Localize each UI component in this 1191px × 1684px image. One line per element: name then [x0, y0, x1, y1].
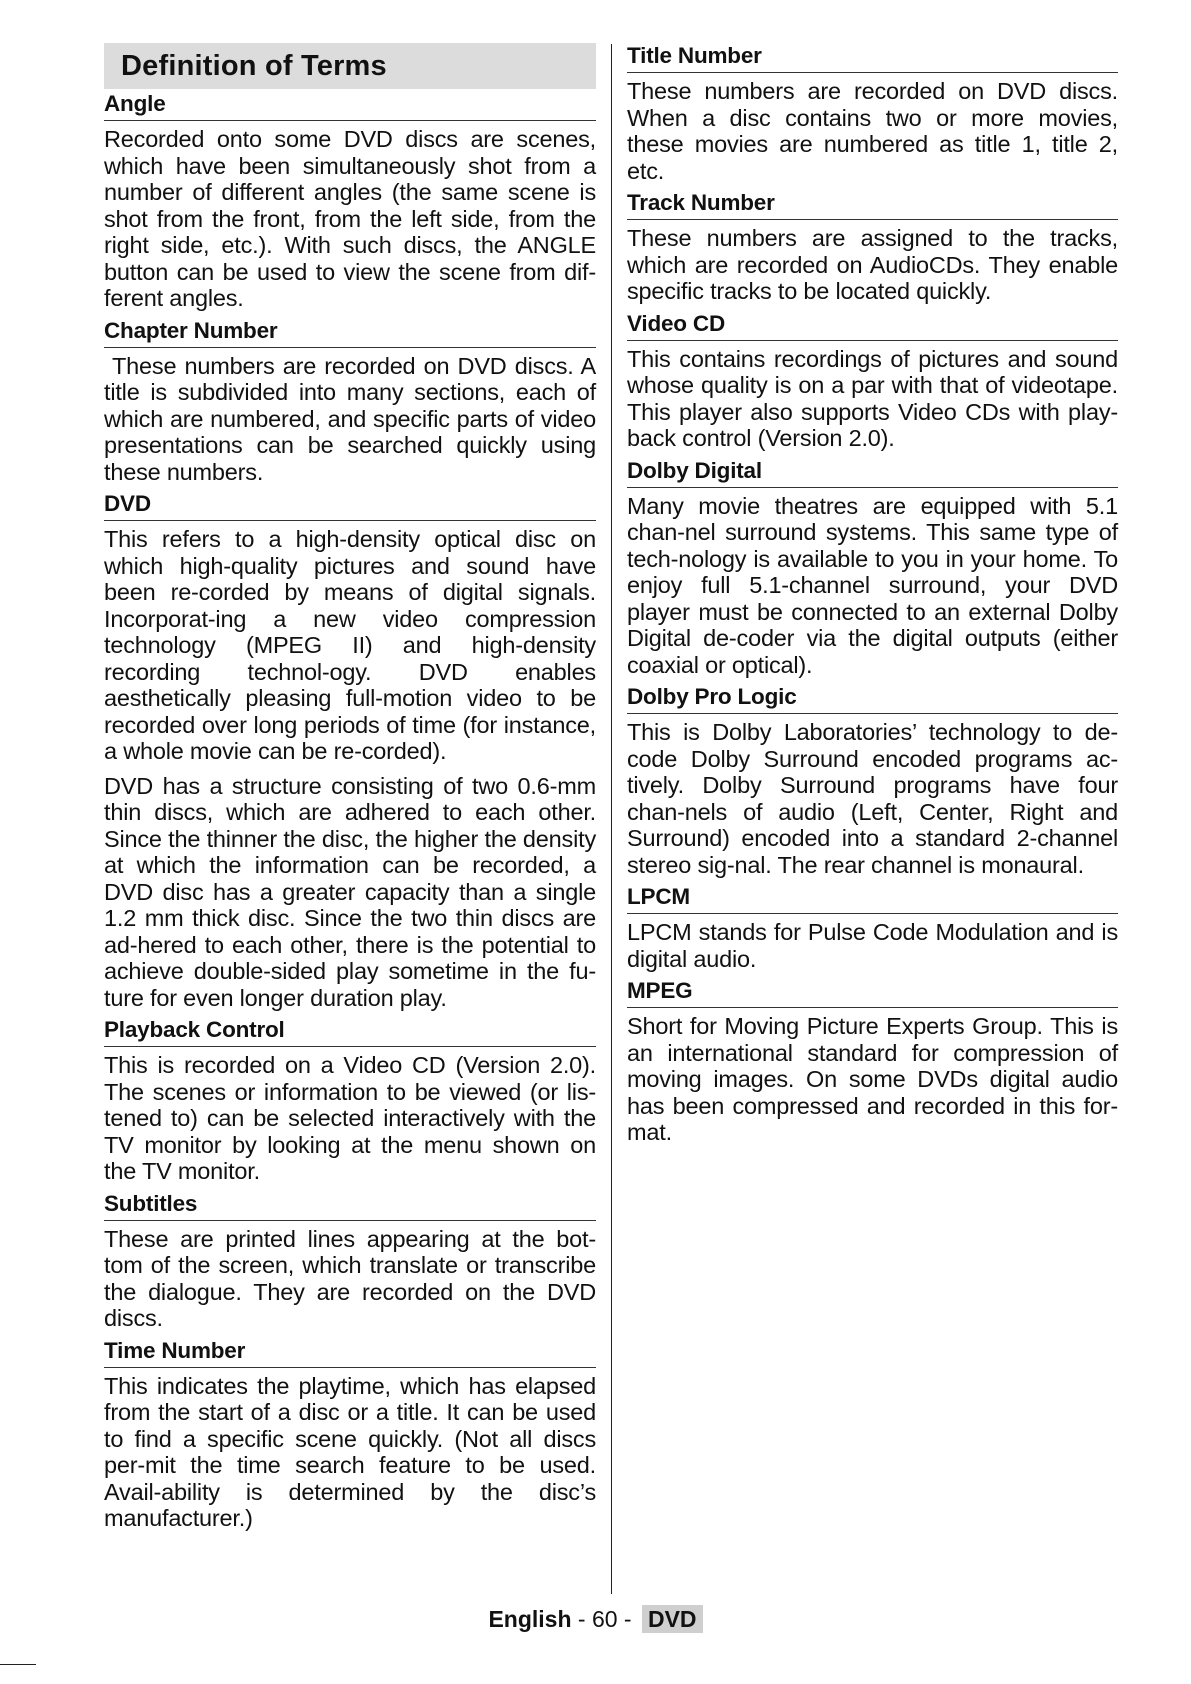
term-lpcm — [627, 882, 1118, 976]
term-video-cd — [627, 309, 1118, 456]
term-playback-control — [104, 1015, 596, 1189]
term-paragraph: Short for Moving Picture Experts Group. This is an international standard for compression of moving images. On some DVDs digital audio has been compressed and recorded in this for-mat. — [627, 1013, 1118, 1145]
crop-mark — [0, 1664, 36, 1665]
term-heading: DVD — [104, 489, 596, 521]
term-paragraph: These numbers are assigned to the tracks, which are recorded on AudioCDs. They enable specific tracks to be located quickly. — [627, 225, 1118, 304]
term-paragraph: This is recorded on a Video CD (Version 2.0). The scenes or information to be viewed (or lis-tened to) can be selected interactively with the TV monitor by looking at the menu shown on the TV monitor. — [104, 1052, 596, 1184]
term-definition — [104, 1047, 596, 1189]
term-definition — [627, 714, 1118, 882]
term-heading: Time Number — [104, 1336, 596, 1368]
term-definition — [104, 1368, 596, 1536]
term-heading: Video CD — [627, 309, 1118, 341]
term-heading: LPCM — [627, 882, 1118, 914]
footer-page-number: - 60 - — [577, 1606, 632, 1632]
term-paragraph: This is Dolby Laboratories’ technology to de-code Dolby Surround encoded programs ac-tively. Dolby Surround programs have four chan-nels of audio (Left, Center, Right and Surround) encoded into a standard 2-channel stereo sig-nal. The rear channel is monaural. — [627, 719, 1118, 878]
term-mpeg — [627, 976, 1118, 1150]
term-title-number — [627, 43, 1118, 188]
right-column — [627, 43, 1118, 1150]
term-definition — [104, 348, 596, 490]
term-definition — [627, 488, 1118, 683]
section-title: Definition of Terms — [104, 43, 596, 89]
term-track-number — [627, 188, 1118, 309]
term-paragraph: This contains recordings of pictures and sound whose quality is on a par with that of videotape. This player also supports Video CDs with play-back control (Version 2.0). — [627, 345, 1118, 451]
term-dvd — [104, 489, 596, 1015]
term-definition — [627, 73, 1118, 188]
term-heading: Angle — [104, 89, 596, 121]
term-definition — [104, 1221, 596, 1336]
term-heading: Playback Control — [104, 1015, 596, 1047]
term-heading: Track Number — [627, 188, 1118, 220]
term-heading: Dolby Digital — [627, 456, 1118, 488]
term-definition — [627, 341, 1118, 456]
term-heading: Title Number — [627, 43, 1118, 73]
term-definition — [627, 1008, 1118, 1150]
term-paragraph: These are printed lines appearing at the bot-tom of the screen, which translate or transcribe the dialogue. They are recorded on the DVD discs. — [104, 1225, 596, 1331]
term-time-number — [104, 1336, 596, 1536]
term-heading: MPEG — [627, 976, 1118, 1008]
page-footer — [0, 1604, 1191, 1634]
term-dolby-digital — [627, 456, 1118, 683]
term-heading: Subtitles — [104, 1189, 596, 1221]
term-paragraph: DVD has a structure consisting of two 0.6-mm thin discs, which are adhered to each other. Since the thinner the disc, the higher the density at which the information can be recorded, a DVD disc has a greater capacity than a single 1.2 mm thick disc. Since the two thin discs are ad-hered to each other, there is the potential to achieve double-sided play sometime in the fu-ture for even longer duration play. — [104, 772, 596, 1011]
term-definition — [627, 914, 1118, 976]
term-definition — [627, 220, 1118, 309]
column-divider — [611, 44, 612, 1594]
term-paragraph: Many movie theatres are equipped with 5.1 chan-nel surround systems. This same type of tech-nology is available to you in your home. To enjoy full 5.1-channel surround, your DVD player must be connected to an external Dolby Digital de-coder via the digital outputs (either coaxial or optical). — [627, 492, 1118, 678]
term-chapter-number — [104, 316, 596, 490]
term-heading: Dolby Pro Logic — [627, 682, 1118, 714]
term-definition — [104, 121, 596, 316]
term-paragraph: LPCM stands for Pulse Code Modulation and is digital audio. — [627, 919, 1118, 972]
footer-language: English — [488, 1606, 572, 1632]
footer-section-tag: DVD — [642, 1605, 703, 1633]
term-subtitles — [104, 1189, 596, 1336]
term-paragraph: This indicates the playtime, which has elapsed from the start of a disc or a title. It can be used to find a specific scene quickly. (Not all discs per-mit the time search feature to be used. Avail-ability is determined by the disc’s manufacturer.) — [104, 1372, 596, 1531]
term-definition — [104, 521, 596, 1015]
term-angle — [104, 89, 596, 316]
left-column — [104, 43, 596, 1536]
term-paragraph: These numbers are recorded on DVD discs. When a disc contains two or more movies, these movies are numbered as title 1, title 2, etc. — [627, 78, 1118, 184]
term-paragraph: These numbers are recorded on DVD discs. A title is subdivided into many sections, each of which are numbered, and specific parts of video presentations can be searched quickly using these numbers. — [104, 352, 596, 485]
term-paragraph: This refers to a high-density optical disc on which high-quality pictures and sound have been re-corded by means of digital signals. Incorporat-ing a new video compression technology (MPEG II) and high-density recording technol-ogy. DVD enables aesthetically pleasing full-motion video to be recorded over long periods of time (for instance, a whole movie can be re-corded). — [104, 526, 596, 764]
term-dolby-pro-logic — [627, 682, 1118, 882]
term-paragraph: Recorded onto some DVD discs are scenes, which have been simultaneously shot from a number of different angles (the same scene is shot from the front, from the left side, from the right side, etc.). With such discs, the ANGLE button can be used to view the scene from dif-ferent angles. — [104, 126, 596, 311]
term-heading: Chapter Number — [104, 316, 596, 348]
